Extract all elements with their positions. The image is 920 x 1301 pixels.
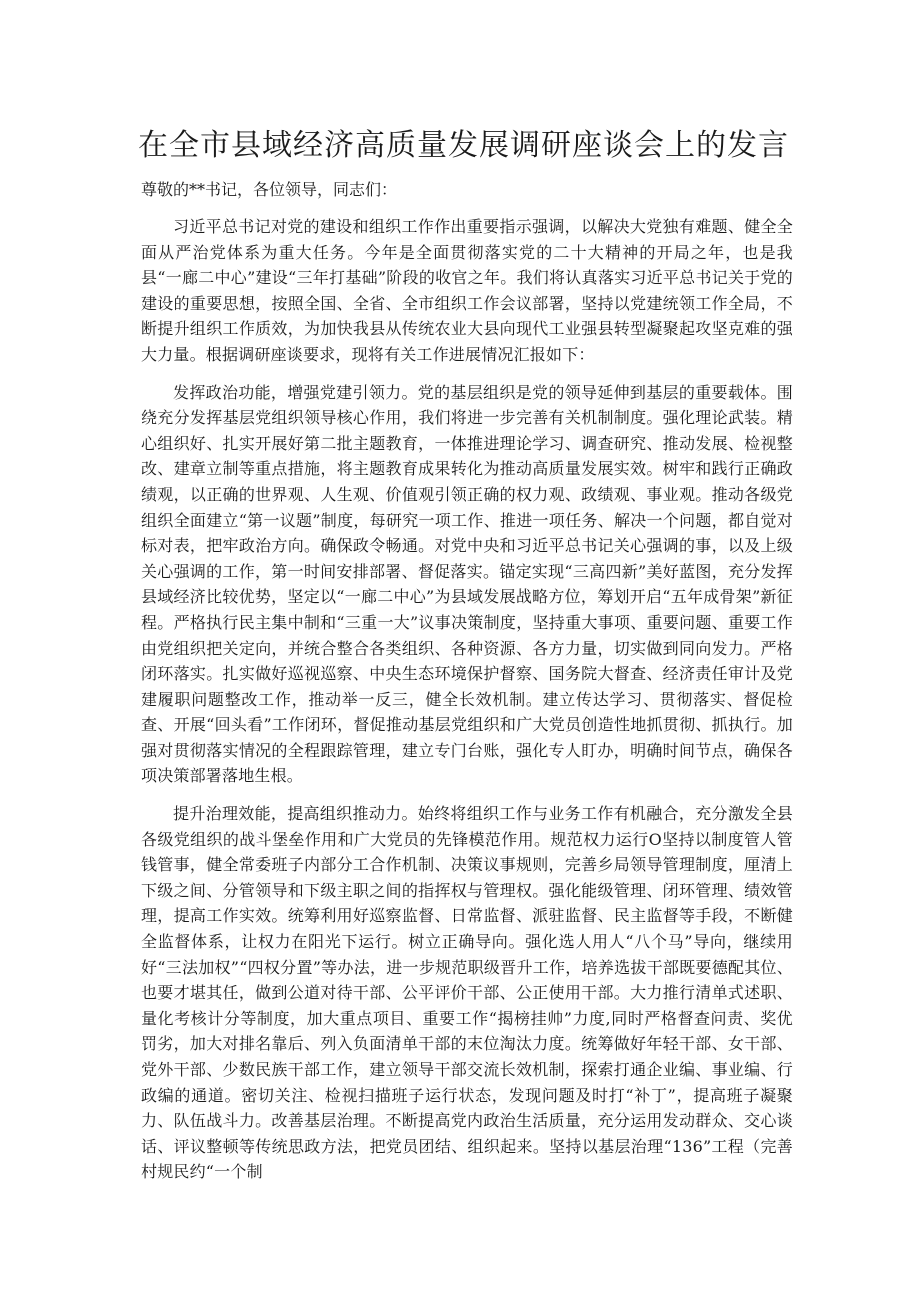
- paragraph-intro: 习近平总书记对党的建设和组织工作作出重要指示强调，以解决大党独有难题、健全全面从严治党体系为重大任务。今年是全面贯彻落实党的二十大精神的开局之年，也是我县“一廊二中心”建设“三年打基础”阶段的收官之年。我们将认真落实习近平总书记关于党的建设的重要思想，按照全国、全省、全市组织工作会议部署，坚持以党建统领工作全局，不断提升组织工作质效，为加快我县从传统农业大县向现代工业强县转型凝聚起攻坚克难的强大力量。根据调研座谈要求，现将有关工作进展情况汇报如下：: [141, 217, 793, 364]
- salutation: 尊敬的**书记，各位领导，同志们：: [141, 180, 398, 199]
- paragraph-governance-efficiency: 提升治理效能，提高组织推动力。始终将组织工作与业务工作有机融合，充分激发全县各级党组织的战斗堡垒作用和广大党员的先锋模范作用。规范权力运行O坚持以制度管人管钱管事，健全常委班子内部分工合作机制、决策议事规则，完善乡局领导管理制度，厘清上下级之间、分管领导和下级主职之间的指挥权与管理权。强化能级管理、闭环管理、绩效管理，提高工作实效。统筹利用好巡察监督、日常监督、派驻监督、民主监督等手段，不断健全监督体系，让权力在阳光下运行。树立正确导向。强化选人用人“八个马”导向，继续用好“三法加权”“四权分置”等办法，进一步规范职级晋升工作，培养选拔干部既要德配其位、也要才堪其任，做到公道对待干部、公平评价干部、公正使用干部。大力推行清单式述职、量化考核计分等制度，加大重点项目、重要工作“揭榜挂帅”力度,同时严格督查问责、奖优罚劣，加大对排名靠后、列入负面清单干部的末位淘汰力度。统筹做好年轻干部、女干部、党外干部、少数民族干部工作，建立领导干部交流长效机制，探索打通企业编、事业编、行政编的通道。密切关注、检视扫描班子运行状态，发现问题及时打“补丁”，提高班子凝聚力、队伍战斗力。改善基层治理。不断提高党内政治生活质量，充分运用发动群众、交心谈话、评议整顿等传统思政方法，把党员团结、组织起来。坚持以基层治理“136”工程（完善村规民约“一个制: [141, 804, 793, 1182]
- document-title: 在全市县域经济高质量发展调研座谈会上的发言: [138, 128, 789, 163]
- document-body: [141, 214, 793, 1197]
- paragraph-political-function: 发挥政治功能，增强党建引领力。党的基层组织是党的领导延伸到基层的重要载体。围绕充分发挥基层党组织领导核心作用，我们将进一步完善有关机制制度。强化理论武装。精心组织好、扎实开展好第二批主题教育，一体推进理论学习、调查研究、推动发展、检视整改、建章立制等重点措施，将主题教育成果转化为推动高质量发展实效。树牢和践行正确政绩观，以正确的世界观、人生观、价值观引领正确的权力观、政绩观、事业观。推动各级党组织全面建立“第一议题”制度，每研究一项工作、推进一项任务、解决一个问题，都自觉对标对表，把牢政治方向。确保政令畅通。对党中央和习近平总书记关心强调的事，以及上级关心强调的工作，第一时间安排部署、督促落实。锚定实现“三高四新”美好蓝图，充分发挥县域经济比较优势，坚定以“一廊二中心”为县域发展战略方位，筹划开启“五年成骨架”新征程。严格执行民主集中制和“三重一大”议事决策制度，坚持重大事项、重要问题、重要工作由党组织把关定向，并统合整合各类组织、各种资源、各方力量，切实做到同向发力。严格闭环落实。扎实做好巡视巡察、中央生态环境保护督察、国务院大督查、经济责任审计及党建履职问题整改工作，推动举一反三，健全长效机制。建立传达学习、贯彻落实、督促检查、开展“回头看”工作闭环，督促推动基层党组织和广大党员创造性地抓贯彻、抓执行。加强对贯彻落实情况的全程跟踪管理，建立专门台账，强化专人盯办，明确时间节点，确保各项决策部署落地生根。: [141, 382, 793, 786]
